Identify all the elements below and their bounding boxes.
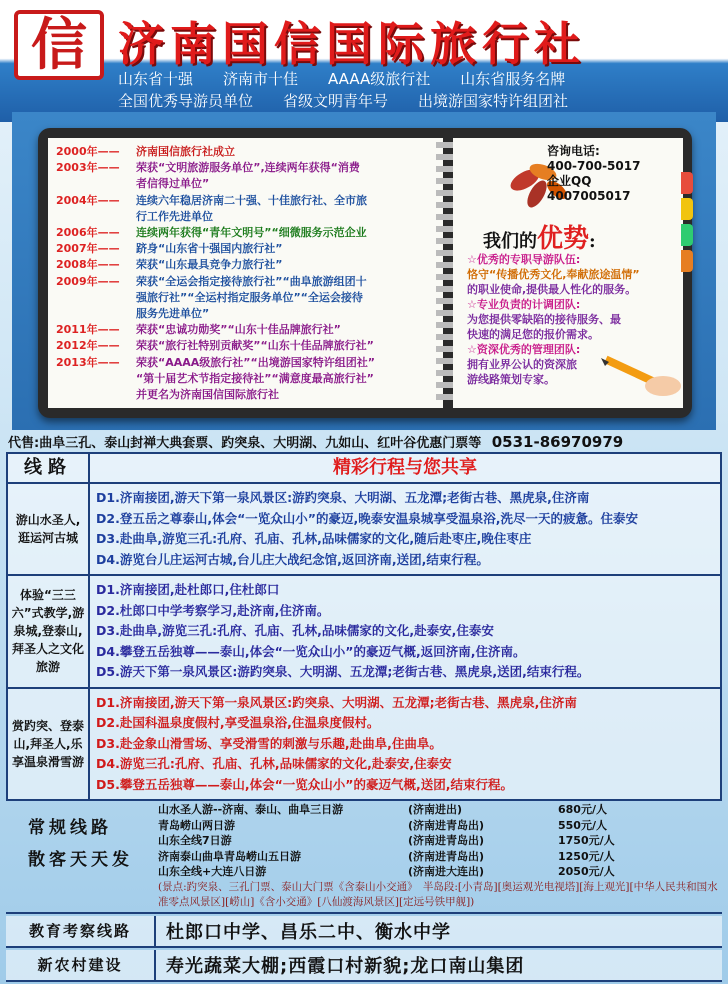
regular-routes-label-1: 常规线路 <box>28 818 112 838</box>
contact-box <box>547 144 671 204</box>
timeline-row <box>56 371 442 387</box>
advantage-body: 拥有业界公认的资深旅 <box>467 358 577 371</box>
timeline-year <box>56 209 136 225</box>
timeline-event: 荣获“AAAA级旅行社”“出境游国家特许组团社” <box>136 355 375 369</box>
qq-label: 企业QQ <box>547 174 592 188</box>
timeline-year: 2004年—— <box>56 193 120 207</box>
timeline-row <box>56 209 442 225</box>
route-days <box>90 689 720 800</box>
timeline-row <box>56 387 442 403</box>
route-day: D3.赴曲阜,游览三孔:孔府、孔庙、孔林,品味儒家的文化,赴泰安,住泰安 <box>96 623 494 638</box>
timeline-year: 2006年—— <box>56 226 120 240</box>
timeline-year: 2012年—— <box>56 339 120 353</box>
timeline-row <box>56 144 442 160</box>
timeline-year: 2003年—— <box>56 161 120 175</box>
route-day: D3.赴曲阜,游览三孔:孔府、孔庙、孔林,品味儒家的文化,随后赴枣庄,晚住枣庄 <box>96 531 532 546</box>
route-name: 游山水圣人,逛运河古城 <box>8 484 90 574</box>
honors-line-2: 全国优秀导游员单位 省级文明青年号 出境游国家特许组团社 <box>118 92 569 110</box>
advantage-head: ☆优秀的专职导游队伍: <box>467 253 581 266</box>
regular-route-row <box>158 833 718 849</box>
regular-route-name: 山东全线+大连八日游 <box>158 865 267 878</box>
routes-col-itinerary: 精彩行程与您共享 <box>333 457 477 478</box>
route-day: D1.济南接团,游天下第一泉风景区:游趵突泉、大明湖、五龙潭;老街古巷、黑虎泉,住济南 <box>96 490 590 505</box>
advantage-body: 游线路策划专家。 <box>467 373 555 386</box>
regular-route-span: (济南进青岛出) <box>408 834 485 847</box>
timeline-event: 荣获“文明旅游服务单位”,连续两年获得“消费 <box>136 161 360 175</box>
regular-route-row <box>158 849 718 865</box>
notebook-left-page <box>48 138 443 408</box>
regular-route-name: 青岛崂山两日游 <box>158 818 235 832</box>
regular-route-span: (济南进大连出) <box>408 865 485 878</box>
route-days <box>90 576 720 687</box>
timeline-row <box>56 160 442 176</box>
timeline-row <box>56 338 442 354</box>
regular-route-span: (济南进青岛出) <box>408 849 485 863</box>
rural-value: 寿光蔬菜大棚;西霞口村新貌;龙口南山集团 <box>166 956 525 977</box>
page-title: 济南国信国际旅行社 <box>118 17 586 71</box>
qq-number[interactable]: 4007005017 <box>547 189 631 203</box>
routes-table <box>6 452 722 801</box>
timeline-row <box>56 257 442 273</box>
notebook-banner <box>12 112 716 430</box>
route-day: D4.游览三孔:孔府、孔庙、孔林,品味儒家的文化,赴泰安,住泰安 <box>96 756 452 771</box>
route-group <box>8 689 720 800</box>
route-name: 体验“三三六”式教学,游泉城,登泰山,拜圣人之文化旅游 <box>8 576 90 687</box>
timeline-row <box>56 176 442 192</box>
timeline-year <box>56 371 136 387</box>
education-row <box>6 916 722 948</box>
advantages-title-highlight: 优势 <box>537 224 590 254</box>
timeline-year <box>56 176 136 192</box>
route-day: D4.游览台儿庄运河古城,台儿庄大战纪念馆,返回济南,送团,结束行程。 <box>96 551 489 567</box>
education-label: 教育考察线路 <box>6 916 156 946</box>
timeline-year: 2013年—— <box>56 355 120 369</box>
regular-routes-list <box>158 802 718 880</box>
regular-route-price: 550元/人 <box>558 818 607 832</box>
route-name: 赏趵突、登泰山,拜圣人,乐享温泉滑雪游 <box>8 689 90 800</box>
advantage-body: 快速的满足您的报价需求。 <box>467 328 599 341</box>
advantages-title-suffix: : <box>589 231 596 252</box>
timeline-event: 荣获“山东最具竞争力旅行社” <box>136 258 283 272</box>
ticket-agency-line <box>8 432 724 451</box>
timeline-year: 2009年—— <box>56 274 120 288</box>
notebook-tabs <box>681 172 693 276</box>
honors <box>118 68 722 112</box>
advantages-title <box>483 218 596 255</box>
route-day: D3.赴金象山滑雪场、享受滑雪的刺激与乐趣,赴曲阜,住曲阜。 <box>96 735 442 751</box>
timeline-event: 并更名为济南国信国际旅行社 <box>136 388 279 402</box>
regular-route-span: (济南进青岛出) <box>408 818 485 832</box>
ticket-text: 代售:曲阜三孔、泰山封禅大典套票、趵突泉、大明湖、九如山、红叶谷优惠门票等 <box>8 436 482 451</box>
history-timeline <box>56 144 442 403</box>
regular-route-price: 1750元/人 <box>558 834 615 847</box>
routes-header <box>8 454 720 484</box>
timeline-year <box>56 306 136 322</box>
regular-route-name: 济南泰山曲阜青岛崂山五日游 <box>158 849 301 863</box>
timeline-event: 连续六年稳居济南二十强、十佳旅行社、全市旅 <box>136 193 367 207</box>
timeline-year: 2007年—— <box>56 242 120 256</box>
notebook-right-page <box>453 138 683 408</box>
regular-route-row <box>158 864 718 880</box>
ticket-phone[interactable]: 0531-86970979 <box>491 433 624 451</box>
phone-label: 咨询电话: <box>547 144 600 158</box>
timeline-year <box>56 290 136 306</box>
route-day: D5.游天下第一泉风景区:游趵突泉、大明湖、五龙潭;老街古巷、黑虎泉,送团,结束行程。 <box>96 664 590 679</box>
timeline-event: 跻身“山东省十强国内旅行社” <box>136 242 283 256</box>
route-day: D2.赴国科温泉度假村,享受温泉浴,住温泉度假村。 <box>96 715 380 730</box>
route-day: D5.攀登五岳独尊——泰山,体会“一览众山小”的豪迈气概,送团,结束行程。 <box>96 776 513 792</box>
regular-route-row <box>158 802 718 818</box>
education-value: 杜郎口中学、昌乐二中、衡水中学 <box>166 922 451 943</box>
regular-route-name: 山水圣人游--济南、泰山、曲阜三日游 <box>158 803 344 816</box>
sights-note: (景点:趵突泉、三孔门票、泰山大门票《含泰山小交通》 半岛段:[小青岛][奥运观光电视塔][海上观光][中华人民共和国水准零点风景区][崂山]《含小交通》[八仙渡海风景区][定远号铁甲舰]) <box>158 881 718 908</box>
timeline-row <box>56 322 442 338</box>
timeline-event: 连续两年获得“青年文明号”“细微服务示范企业 <box>136 226 367 240</box>
timeline-event: “第十届艺术节指定接待社”“满意度最高旅行社” <box>136 371 374 385</box>
advantage-head: ☆专业负责的计调团队: <box>467 298 581 311</box>
timeline-event: 强旅行社”“全运村指定服务单位”“全运会接待 <box>136 290 363 304</box>
route-day: D1.济南接团,游天下第一泉风景区:趵突泉、大明湖、五龙潭;老街古巷、黑虎泉,住济南 <box>96 694 577 710</box>
regular-routes-label-2: 散客天天发 <box>28 850 133 870</box>
timeline-row <box>56 306 442 322</box>
timeline-event: 者信得过单位” <box>136 177 210 191</box>
logo: 信 <box>14 10 104 80</box>
route-day: D2.杜郎口中学考察学习,赴济南,住济南。 <box>96 602 330 618</box>
regular-routes-label <box>28 812 148 876</box>
regular-route-price: 2050元/人 <box>558 865 615 878</box>
rural-row <box>6 950 722 982</box>
timeline-year <box>56 387 136 403</box>
timeline-row <box>56 355 442 371</box>
timeline-event: 荣获“全运会指定接待旅行社”“曲阜旅游组团十 <box>136 274 367 288</box>
timeline-event: 济南国信旅行社成立 <box>136 145 235 158</box>
regular-route-price: 1250元/人 <box>558 849 615 863</box>
route-days <box>90 484 720 574</box>
honors-line-1: 山东省十强 济南市十佳 AAAA级旅行社 山东省服务名牌 <box>118 70 566 88</box>
advantage-body: 的职业使命,提供最人性化的服务。 <box>467 283 637 296</box>
rural-label: 新农村建设 <box>6 950 156 980</box>
timeline-event: 荣获“忠诚功勋奖”“山东十佳品牌旅行社” <box>136 323 341 337</box>
advantage-head: ☆资深优秀的管理团队: <box>467 343 581 356</box>
regular-routes-section <box>6 800 722 914</box>
route-day: D2.登五岳之尊泰山,体会“一览众山小”的豪迈,晚泰安温泉城享受温泉浴,洗尽一天的疲惫。住泰安 <box>96 510 639 526</box>
advantages-title-prefix: 我们的 <box>483 231 537 252</box>
routes-col-route: 线路 <box>8 454 90 482</box>
regular-route-name: 山东全线7日游 <box>158 834 232 847</box>
notebook <box>38 128 692 418</box>
timeline-row <box>56 193 442 209</box>
phone-number[interactable]: 400-700-5017 <box>547 159 641 173</box>
advantage-body: 为您提供零缺陷的接待服务、最 <box>467 313 621 326</box>
route-group <box>8 484 720 576</box>
timeline-row <box>56 225 442 241</box>
header <box>0 0 728 122</box>
timeline-year: 2011年—— <box>56 323 120 337</box>
regular-route-row <box>158 818 718 834</box>
regular-route-span: (济南进出) <box>408 803 463 816</box>
pencil-hand-illustration <box>593 348 683 398</box>
route-day: D1.济南接团,赴杜郎口,住杜郎口 <box>96 582 280 597</box>
timeline-row <box>56 241 442 257</box>
timeline-year: 2008年—— <box>56 258 120 272</box>
timeline-event: 服务先进单位” <box>136 307 210 321</box>
route-day: D4.攀登五岳独尊——泰山,体会“一览众山小”的豪迈气概,返回济南,住济南。 <box>96 643 526 659</box>
timeline-event: 行工作先进单位 <box>136 209 213 223</box>
route-group <box>8 576 720 689</box>
timeline-row <box>56 290 442 306</box>
timeline-event: 荣获“旅行社特别贡献奖”“山东十佳品牌旅行社” <box>136 339 374 353</box>
regular-route-price: 680元/人 <box>558 803 607 816</box>
timeline-row <box>56 274 442 290</box>
timeline-year: 2000年—— <box>56 145 120 158</box>
advantage-body: 恪守“传播优秀文化,奉献旅途温情” <box>467 268 640 281</box>
